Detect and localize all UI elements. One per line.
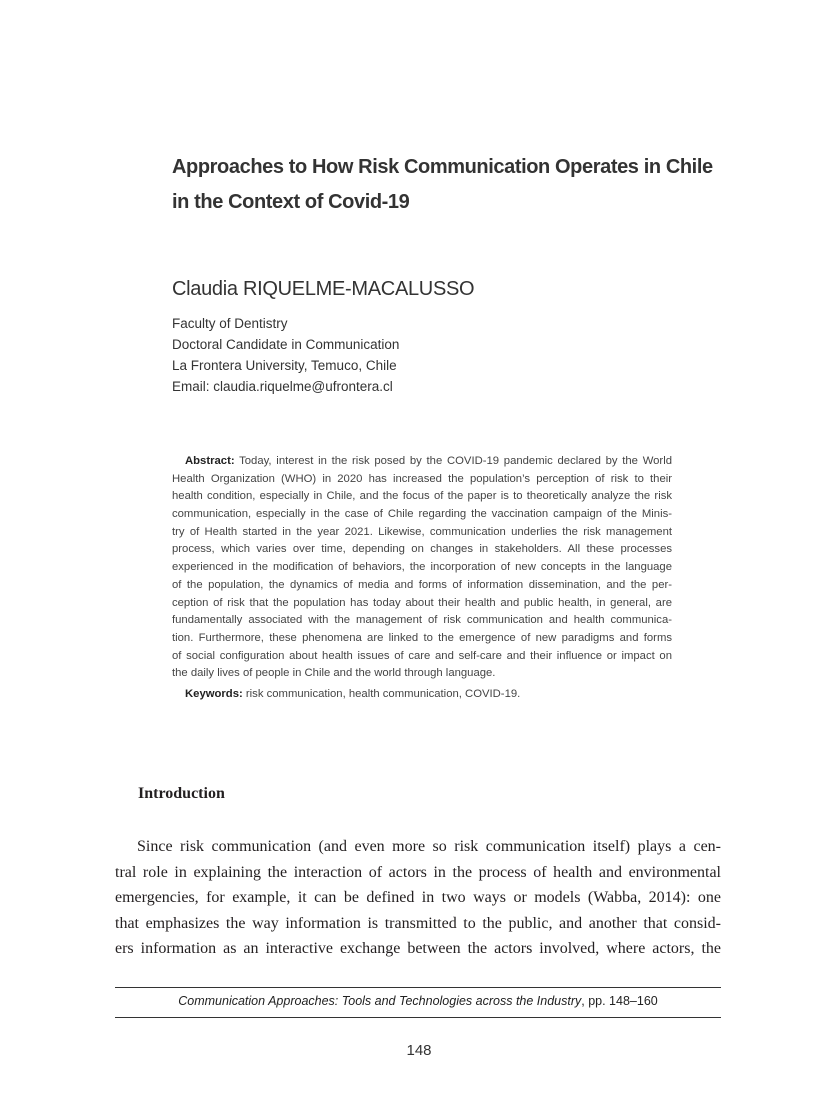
abstract-line: communication, especially in the case of Chile regarding the vaccination campaign of the Minis- [172, 508, 672, 521]
abstract-line [172, 453, 672, 471]
abstract-line: Health Organization (WHO) in 2020 has increased the population’s perception of risk to their [172, 472, 672, 485]
abstract-line: try of Health started in the year 2021. Likewise, communication underlies the risk management [172, 525, 672, 538]
keywords-text: risk communication, health communication, COVID-19. [245, 687, 521, 700]
abstract-line: process, which varies over time, depending on changes in stakeholders. All these processes [172, 543, 672, 556]
body-line: ers information as an interactive exchange between the actors involved, where actors, the [115, 940, 721, 957]
title-line: in the Context of Covid-19 [172, 191, 410, 213]
keywords-label: Keywords: [185, 687, 243, 700]
abstract-line: ception of risk that the population has today about their health and public health, in general, are [172, 596, 672, 609]
keywords [172, 686, 672, 704]
page-number: 148 [406, 1042, 432, 1059]
abstract [172, 453, 672, 704]
abstract-line: tion. Furthermore, these phenomena are linked to the emergence of new paradigms and forms [172, 631, 672, 644]
introduction-body [115, 834, 721, 962]
affiliation-faculty: Faculty of Dentistry [172, 316, 288, 331]
author-affiliation [172, 313, 399, 397]
abstract-text: Today, interest in the risk posed by the COVID-19 pandemic declared by the World [239, 455, 672, 467]
body-line: tral role in explaining the interaction of actors in the process of health and environmental [115, 863, 721, 881]
body-line: that emphasizes the way information is transmitted to the public, and another that consid- [115, 914, 721, 932]
abstract-line: experienced in the modification of behaviors, the incorporation of new concepts in the language [172, 561, 672, 574]
body-line: Since risk communication (and even more so risk communication itself) plays a cen- [137, 838, 721, 855]
abstract-line: of the population, the dynamics of media and forms of information dissemination, and the per- [172, 578, 672, 591]
paper-title [172, 150, 713, 220]
footer-rule-top [115, 987, 721, 988]
book-title: Communication Approaches: Tools and Technologies across the Industry [178, 994, 582, 1008]
affiliation-university: La Frontera University, Temuco, Chile [172, 358, 397, 373]
abstract-line: of social configuration about health issues of care and self-care and their influence or impact on [172, 649, 672, 662]
affiliation-email: Email: claudia.riquelme@ufrontera.cl [172, 379, 393, 394]
title-line: Approaches to How Risk Communication Operates in Chile [172, 156, 713, 178]
section-heading-introduction: Introduction [138, 785, 225, 802]
abstract-label: Abstract: [185, 455, 235, 467]
footer-citation [115, 994, 721, 1008]
affiliation-position: Doctoral Candidate in Communication [172, 337, 400, 352]
abstract-line: health condition, especially in Chile, and the focus of the paper is to theoretically analyze the risk [172, 490, 672, 503]
author-name: Claudia RIQUELME-MACALUSSO [172, 278, 475, 300]
footer-rule-bottom [115, 1017, 721, 1018]
abstract-line: the daily lives of people in Chile and the world through language. [172, 667, 496, 680]
body-line: emergencies, for example, it can be defined in two ways or models (Wabba, 2014): one [115, 889, 721, 906]
abstract-line: fundamentally associated with the management of risk communication and health communica- [172, 614, 672, 627]
page-range: , pp. 148–160 [581, 994, 658, 1008]
